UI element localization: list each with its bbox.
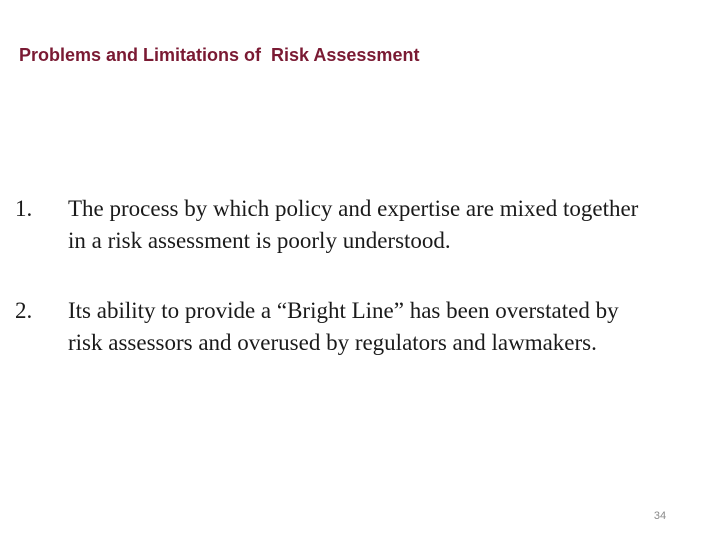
numbered-list — [15, 193, 675, 397]
list-item-text: Its ability to provide a “Bright Line” has been overstated by risk assessors and overused by regulators and lawmakers. — [68, 298, 619, 355]
list-item — [15, 295, 675, 359]
list-item-text: The process by which policy and expertise are mixed together in a risk assessment is poorly understood. — [68, 196, 639, 253]
slide-title: Problems and Limitations of Risk Assessment — [19, 45, 420, 65]
page-number: 34 — [653, 510, 667, 522]
list-item — [15, 193, 675, 257]
list-item-number: 2. — [15, 298, 33, 323]
list-item-number: 1. — [15, 196, 33, 221]
